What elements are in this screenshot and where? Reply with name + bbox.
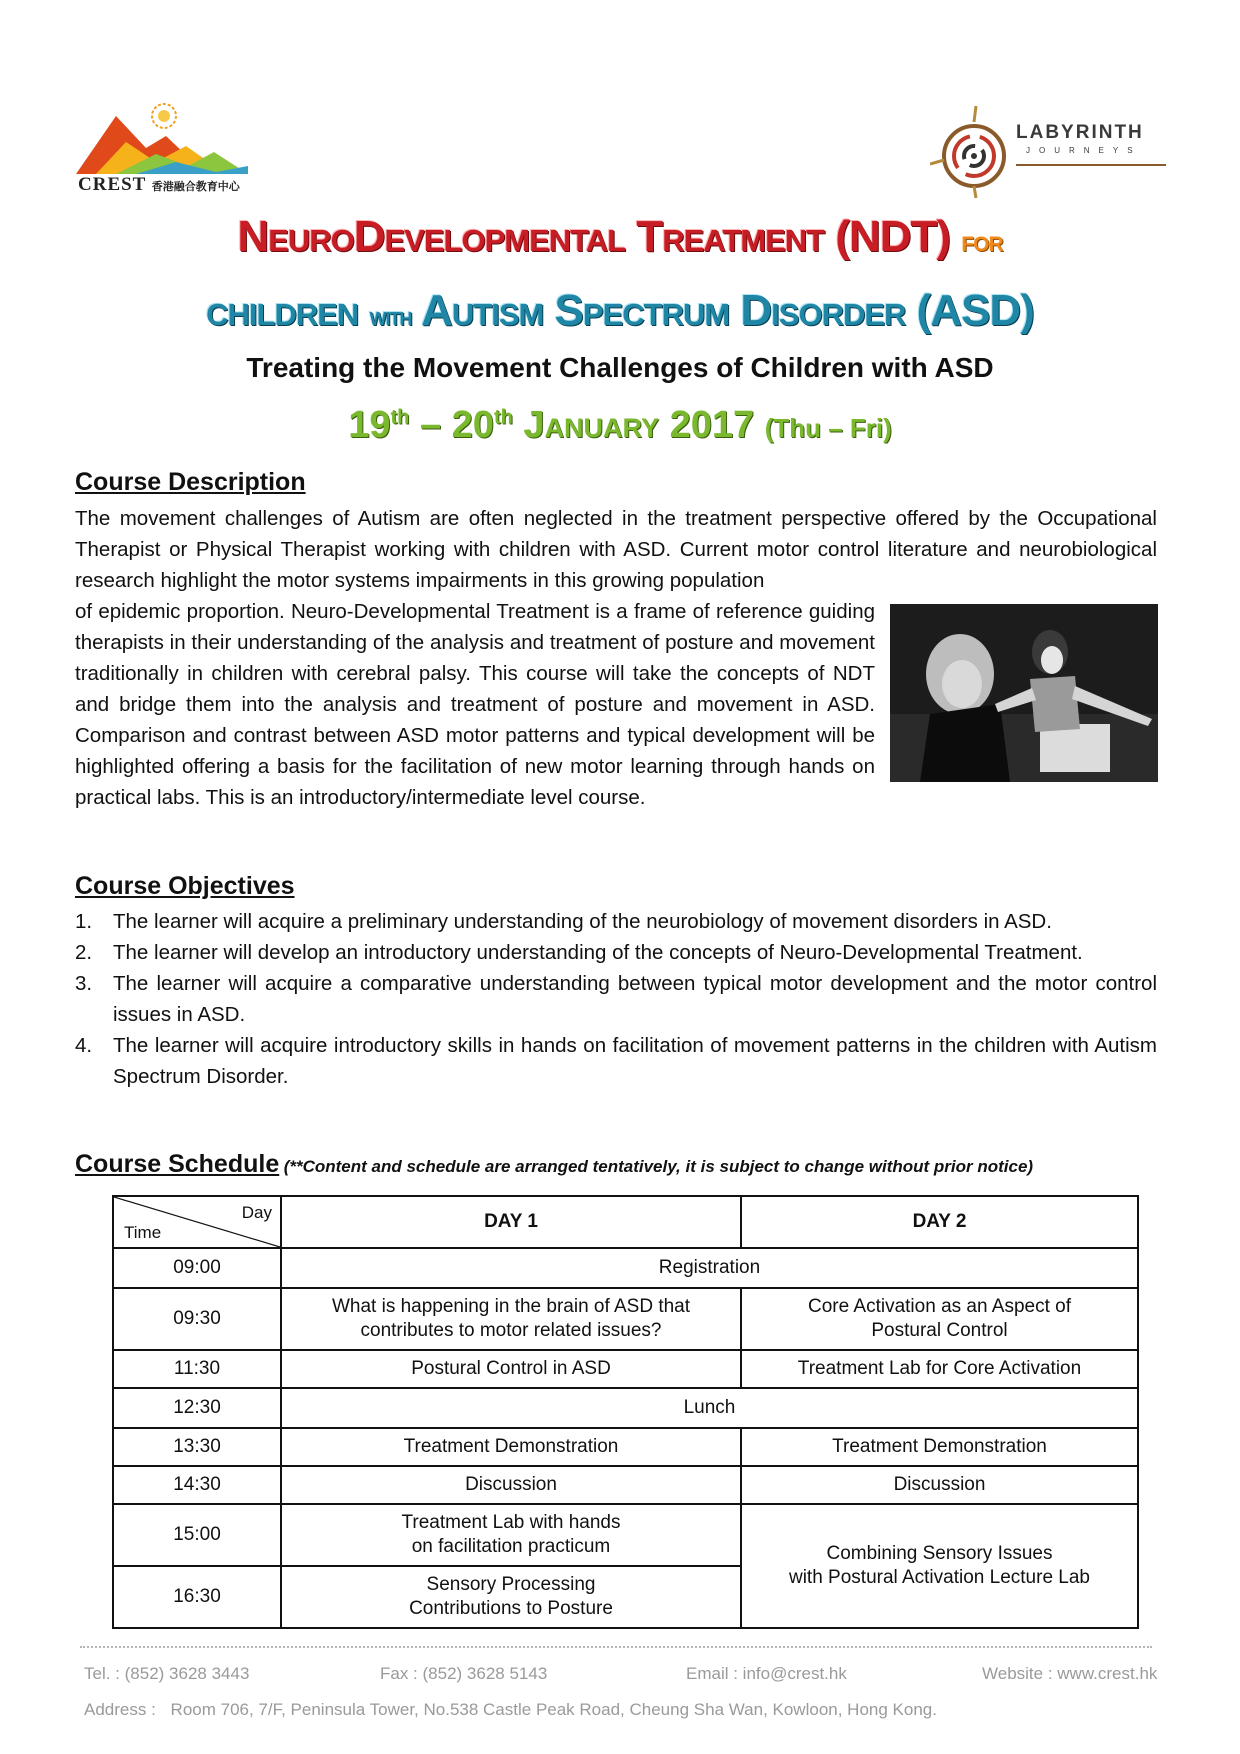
date-day1: 19 xyxy=(348,404,391,446)
table-header-row xyxy=(113,1196,1138,1248)
crest-mountain-icon xyxy=(76,102,248,178)
course-schedule-header xyxy=(75,1150,1033,1179)
time-cell: 14:30 xyxy=(113,1466,281,1504)
cell-line: Core Activation as an Aspect of xyxy=(808,1296,1071,1317)
objective-text: The learner will acquire a preliminary understanding of the neurobiology of movement disorders in ASD. xyxy=(113,910,1052,933)
objective-text: The learner will develop an introductory understanding of the concepts of Neuro-Developmental Treatment. xyxy=(113,941,1083,964)
day2-cell xyxy=(741,1288,1138,1350)
time-cell: 12:30 xyxy=(113,1388,281,1428)
day2-cell: Treatment Lab for Core Activation xyxy=(741,1350,1138,1388)
footer-fax: Fax : (852) 3628 5143 xyxy=(380,1664,548,1683)
objective-number: 4. xyxy=(75,1034,93,1057)
table-row xyxy=(113,1428,1138,1466)
table-row xyxy=(113,1288,1138,1350)
cell-line: with Postural Activation Lecture Lab xyxy=(788,1567,1090,1588)
date-day2-suffix: th xyxy=(493,406,513,429)
time-cell: 13:30 xyxy=(113,1428,281,1466)
footer-website: Website : www.crest.hk xyxy=(982,1664,1158,1683)
date-month-year: January 2017 xyxy=(523,404,755,446)
table-row xyxy=(113,1466,1138,1504)
crest-logo-text-cn: 香港融合教育中心 xyxy=(151,181,240,193)
footer-address: Room 706, 7/F, Peninsula Tower, No.538 Castle Peak Road, Cheung Sha Wan, Kowloon, Hong Kong. xyxy=(170,1700,937,1719)
time-cell: 15:00 xyxy=(113,1504,281,1566)
cell-line: Treatment Lab with hands xyxy=(401,1512,621,1533)
title-main-red: NeuroDevelopmental Treatment (NDT) xyxy=(237,212,951,261)
cell-line: What is happening in the brain of ASD that xyxy=(331,1296,691,1317)
objectives-list xyxy=(75,906,1157,1092)
corner-day-label: Day xyxy=(241,1203,272,1222)
course-date xyxy=(0,404,1240,447)
objective-item xyxy=(75,968,1157,1030)
cell-line: Sensory Processing xyxy=(426,1574,596,1595)
table-row xyxy=(113,1388,1138,1428)
crest-logo-text: CREST xyxy=(78,174,147,195)
merged-cell: Registration xyxy=(281,1248,1138,1288)
table-row xyxy=(113,1248,1138,1288)
time-cell: 09:00 xyxy=(113,1248,281,1288)
objective-item xyxy=(75,1030,1157,1092)
labyrinth-spiral-icon xyxy=(930,104,1014,200)
day1-header: DAY 1 xyxy=(281,1196,741,1248)
crest-logo xyxy=(76,102,248,202)
day2-header: DAY 2 xyxy=(741,1196,1138,1248)
title-line-2 xyxy=(0,286,1240,336)
cell-line: on facilitation practicum xyxy=(411,1536,611,1557)
date-day2: 20 xyxy=(451,404,494,446)
objective-text: The learner will acquire a comparative understanding between typical motor development and the motor control issues in ASD. xyxy=(113,972,1157,1026)
cell-line: Combining Sensory Issues xyxy=(826,1543,1053,1564)
objective-item xyxy=(75,906,1157,937)
cell-line: Contributions to Posture xyxy=(409,1598,613,1619)
course-description-heading: Course Description xyxy=(75,468,306,496)
cell-line: Postural Control xyxy=(871,1320,1008,1341)
objective-number: 1. xyxy=(75,910,93,933)
day1-cell xyxy=(281,1566,741,1628)
day2-cell xyxy=(741,1504,1138,1628)
course-description-text: The movement challenges of Autism are often neglected in the treatment perspective offered by the Occupational Therapist or Physical Therapist working with children with ASD. Current motor control literature and neurobiological research highlight the motor systems impairments in this growing population xyxy=(75,507,1157,592)
therapy-photo xyxy=(890,604,1158,782)
time-cell: 16:30 xyxy=(113,1566,281,1628)
date-dash: – xyxy=(419,404,442,446)
course-description-text-wrapped: of epidemic proportion. Neuro-Developmental Treatment is a frame of reference guiding therapists in their understanding of the analysis and treatment of posture and movement traditionally in children with cerebral palsy. This course will take the concepts of NDT and bridge them into the analysis and treatment of posture and movement in ASD. Comparison and contrast between ASD motor patterns and typical development will be highlighted offering a basis for the facilitation of new motor learning through hands on practical labs. This is an introductory/intermediate level course. xyxy=(75,600,875,809)
objective-number: 2. xyxy=(75,941,93,964)
day1-cell: Discussion xyxy=(281,1466,741,1504)
course-objectives-heading: Course Objectives xyxy=(75,872,295,900)
time-cell: 09:30 xyxy=(113,1288,281,1350)
labyrinth-logo-subtitle: JOURNEYS xyxy=(1026,146,1142,155)
day1-cell xyxy=(281,1288,741,1350)
course-schedule-heading: Course Schedule xyxy=(75,1150,280,1178)
day1-cell xyxy=(281,1504,741,1566)
date-days: (Thu – Fri) xyxy=(764,413,892,443)
title-children: children xyxy=(206,286,359,335)
footer-email: Email : info@crest.hk xyxy=(686,1664,847,1683)
schedule-table xyxy=(112,1195,1139,1629)
table-row xyxy=(113,1504,1138,1566)
labyrinth-logo xyxy=(930,104,1170,200)
day1-cell: Treatment Demonstration xyxy=(281,1428,741,1466)
footer-tel: Tel. : (852) 3628 3443 xyxy=(84,1664,250,1683)
objective-item xyxy=(75,937,1157,968)
footer-address-row xyxy=(84,1700,937,1720)
day2-cell: Treatment Demonstration xyxy=(741,1428,1138,1466)
table-row xyxy=(113,1350,1138,1388)
schedule-note: (**Content and schedule are arranged tentatively, it is subject to change without prior notice) xyxy=(283,1157,1034,1176)
therapist-child-illustration xyxy=(890,604,1158,782)
title-main-blue: Autism Spectrum Disorder (ASD) xyxy=(421,286,1034,335)
footer-divider xyxy=(80,1646,1152,1648)
corner-time-label: Time xyxy=(124,1223,162,1242)
title-with: with xyxy=(369,301,412,331)
objective-number: 3. xyxy=(75,972,93,995)
footer-address-label: Address : xyxy=(84,1700,156,1719)
corner-cell xyxy=(113,1196,281,1248)
labyrinth-logo-title: LABYRINTH xyxy=(1016,122,1144,143)
merged-cell: Lunch xyxy=(281,1388,1138,1428)
cell-line: contributes to motor related issues? xyxy=(360,1320,662,1341)
objective-text: The learner will acquire introductory skills in hands on facilitation of movement patterns in the children with Autism Spectrum Disorder. xyxy=(113,1034,1157,1088)
date-day1-suffix: th xyxy=(390,406,410,429)
title-line-1 xyxy=(0,212,1240,262)
time-cell: 11:30 xyxy=(113,1350,281,1388)
day1-cell: Postural Control in ASD xyxy=(281,1350,741,1388)
subtitle: Treating the Movement Challenges of Children with ASD xyxy=(246,352,994,383)
title-for: for xyxy=(961,225,1003,258)
day2-cell: Discussion xyxy=(741,1466,1138,1504)
